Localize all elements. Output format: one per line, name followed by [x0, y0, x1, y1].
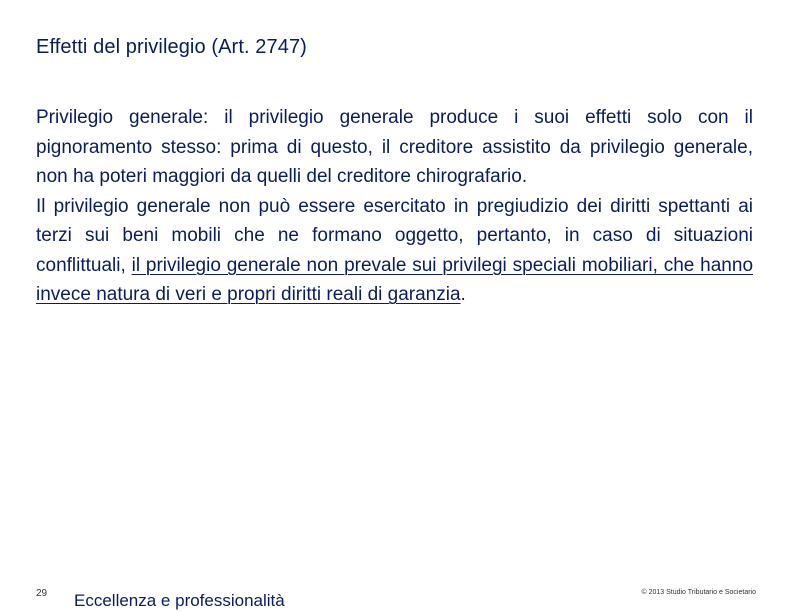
slide-title: Effetti del privilegio (Art. 2747): [36, 36, 307, 58]
slide-number: 29: [36, 588, 48, 599]
paragraph-end-punctuation: .: [460, 284, 466, 305]
paragraph-lead-text: Il privilegio generale non può essere esercitato in pregiudizio dei diritti spettanti ai terzi sui beni mobili che ne formano oggetto, pertanto, in caso di situazioni conflittuali,: [36, 195, 753, 276]
copyright-notice: © 2013 Studio Tributario e Societario: [641, 589, 756, 596]
paragraph-privilegio-generale: [36, 103, 753, 192]
paragraph-conflitti: [36, 192, 753, 310]
footer-motto: Eccellenza e professionalità: [74, 591, 285, 610]
slide-body: [36, 103, 753, 310]
term-privilegio-generale: Privilegio generale: [36, 107, 203, 128]
paragraph-text: : il privilegio generale produce i suoi effetti solo con il pignoramento stesso: prima di questo, il creditore assistito da privilegio generale, non ha poteri maggiori da quelli del creditore chirografario.: [36, 107, 753, 187]
underlined-conclusion: il privilegio generale non prevale sui privilegi speciali mobiliari, che hanno invece natura di veri e propri diritti reali di garanzia: [36, 254, 754, 305]
